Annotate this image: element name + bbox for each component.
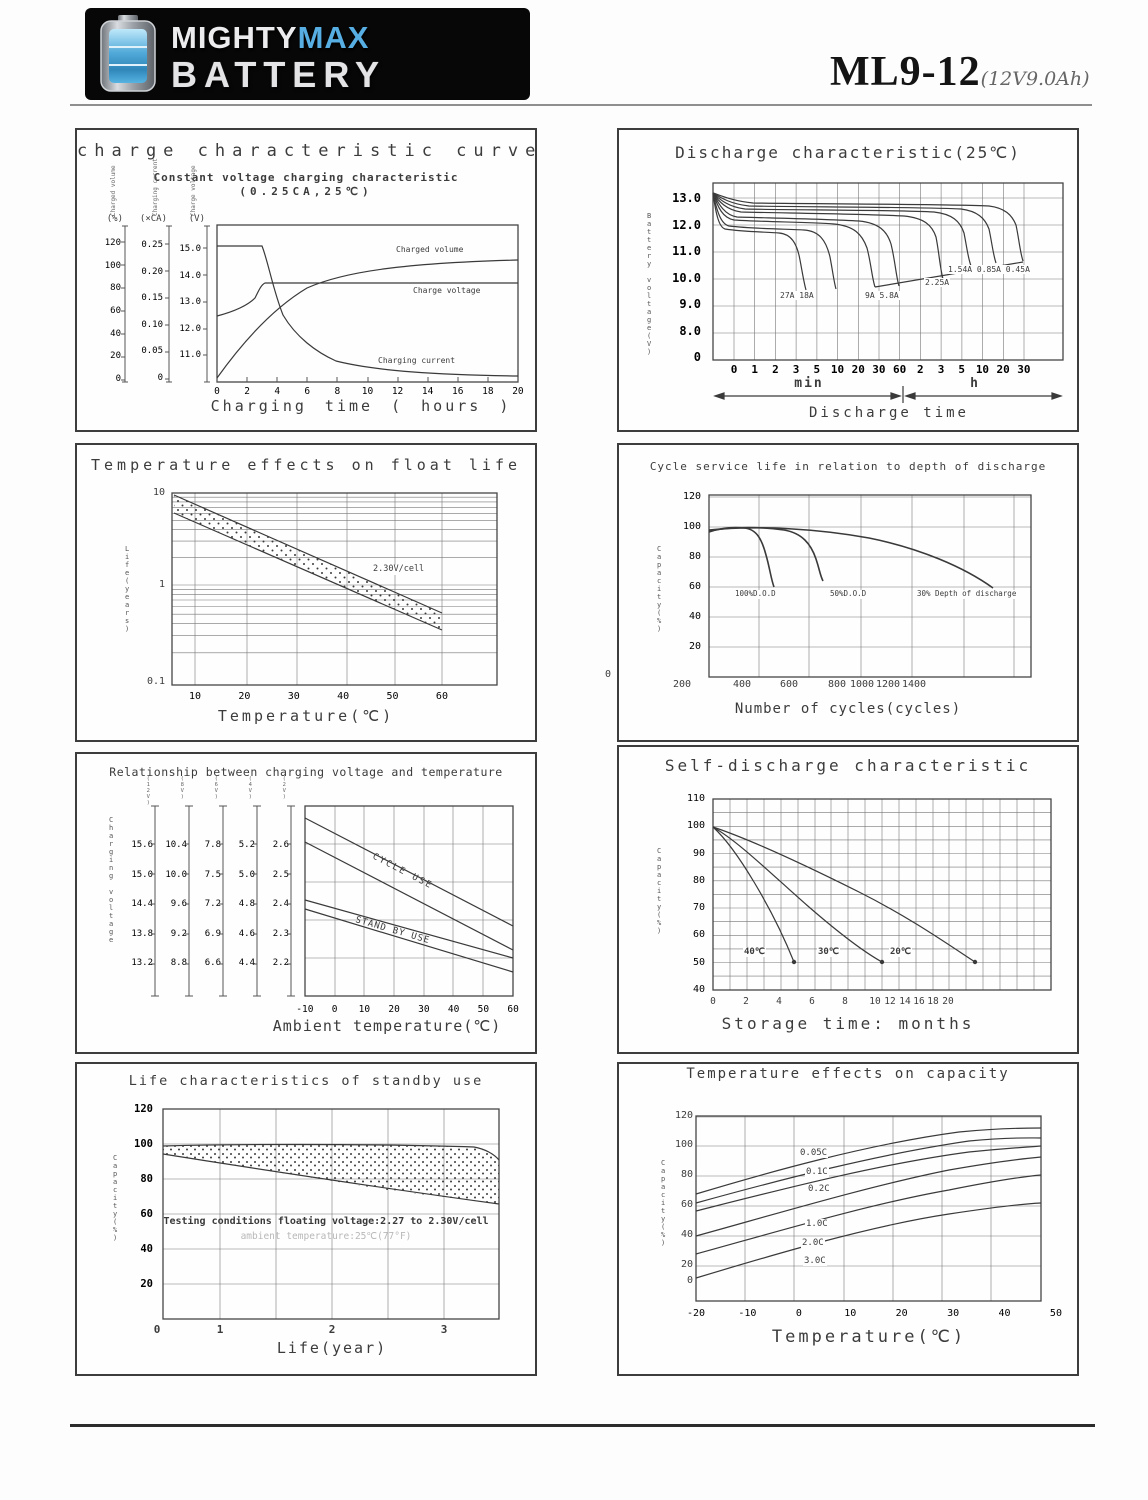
tick-label: 40 (447, 1004, 460, 1015)
tick-label: 2.4 (272, 899, 289, 909)
chart-panel-standby-life (75, 1062, 537, 1376)
tick-label: 30 (872, 363, 886, 376)
tick-label: 7.2 (204, 899, 221, 909)
tick-label: 0 (795, 1308, 802, 1319)
tick-label: 20 (388, 1004, 400, 1015)
tick-label: 6.6 (204, 958, 221, 968)
x-tick-4: 4 (776, 996, 782, 1007)
tick-label: 12 (391, 386, 404, 397)
tick-label: 50 (692, 956, 705, 968)
tick-label: 40 (337, 691, 350, 702)
tick-label: 100 (682, 521, 701, 532)
tick-label: 110 (686, 793, 705, 804)
curve-label-30dod: 30% Depth of discharge (917, 589, 1017, 598)
y-axis-label: Battery voltage(V) (645, 212, 654, 356)
battery-icon (97, 15, 159, 93)
y-axis-label: Capacity(%) (655, 847, 664, 935)
tick-label: 10 (844, 1308, 857, 1319)
curve-label-3.0c: 3.0C (804, 1256, 826, 1266)
tick-label: 0 (693, 350, 701, 364)
tick-label: 9.2 (170, 928, 187, 939)
tick-label: 14.4 (131, 899, 153, 909)
tick-label: 0.05 (141, 346, 163, 357)
y-axis-label: Capacity(%) (111, 1154, 120, 1242)
curve-2.0c (696, 1175, 1041, 1254)
chart-title: Temperature effects on float life (90, 456, 521, 474)
tick-label: 120 (682, 491, 701, 502)
tick-label: 15.0 (179, 244, 201, 254)
tick-label: 30 (418, 1004, 430, 1015)
tick-label: 13.2 (131, 958, 153, 968)
tick-label: 20 (851, 363, 865, 376)
x-axis-ticks (207, 386, 528, 397)
curve-label-27A-18A: 27A 18A (780, 291, 814, 300)
tick-label: 13.0 (672, 191, 701, 205)
curve-1.0c (696, 1157, 1041, 1236)
axis-name-12v: (12V) (145, 776, 152, 806)
tick-label: 50 (386, 691, 399, 702)
tick-label: 100 (686, 820, 705, 832)
model-spec: (12V9.0Ah) (980, 68, 1090, 90)
tick-label: 5.0 (238, 869, 255, 880)
curve-3.0c (696, 1203, 1041, 1278)
chart-title: Self-discharge characteristic (664, 756, 1032, 775)
tick-label: 0 (331, 1004, 338, 1015)
y-axis-label: Capacity(%) (655, 545, 664, 633)
gridlines (709, 495, 1031, 677)
x-tick-3: 3 (440, 1323, 448, 1336)
curve-label-2.25A: 2.25A (925, 278, 950, 287)
x-axis-ticks (681, 1308, 1071, 1319)
tick-label: 80 (692, 874, 705, 886)
curve-0.05c (696, 1128, 1041, 1194)
tick-label: 0 (157, 372, 163, 383)
curve-charging-current (217, 246, 518, 376)
tick-label: 18 (482, 386, 494, 397)
x-tick-6: 6 (809, 996, 815, 1007)
chart-panel-discharge-characteristic (617, 128, 1079, 432)
tick-label: 0 (115, 373, 121, 384)
brand-word-battery: BATTERY (171, 54, 386, 95)
tick-label: 15.0 (131, 869, 153, 880)
tick-label: 20 (996, 363, 1010, 376)
curve-label-0.05c: 0.05C (800, 1148, 828, 1158)
x-tick-0: 0 (710, 996, 716, 1007)
tick-label: 0.20 (141, 266, 163, 277)
axis-unit-ca: (×CA) (139, 214, 167, 224)
standby-life-band (163, 1144, 499, 1205)
tick-label: 0.15 (141, 293, 163, 304)
chart-title: charge characteristic curve (77, 141, 543, 161)
standby-band-upper (305, 900, 513, 958)
testing-conditions-note: Testing conditions floating voltage:2.27 to 2.30V/cell (163, 1216, 489, 1227)
tick-label: 120 (104, 238, 121, 248)
curve-label-40c: 40℃ (744, 947, 765, 957)
tick-label: 80 (110, 283, 121, 294)
axis-name-charge-voltage: Charge voltage (190, 165, 197, 216)
x-tick-12: 12 (884, 996, 896, 1007)
plot-border (217, 225, 518, 382)
x-unit-h: h (970, 376, 980, 391)
x-tick-200: 200 (672, 679, 692, 690)
x-axis-ticks (290, 1004, 528, 1015)
x-tick-18: 18 (927, 996, 939, 1007)
axis-name-charging-current: Charging current (152, 158, 159, 216)
chart-title: Discharge characteristic(25℃) (675, 143, 1021, 162)
tick-label: 40 (692, 983, 705, 995)
curve-label-charge-voltage: Charge voltage (413, 286, 481, 295)
y-tick-1: 1 (158, 579, 165, 590)
tick-label: 10.4 (165, 840, 187, 850)
y-tick-0.1: 0.1 (146, 676, 165, 687)
x-tick-1200: 1200 (875, 679, 901, 690)
tick-label: 80 (140, 1173, 153, 1185)
y-tick-120: 120 (674, 1110, 693, 1121)
tick-label: 1 (751, 363, 759, 376)
curve-label-0.2c: 0.2C (808, 1184, 830, 1194)
x-tick-2: 2 (743, 996, 749, 1007)
header-rule (70, 104, 1092, 106)
curve-label-20c: 20℃ (890, 947, 911, 957)
axis-brackets (151, 806, 295, 996)
x-axis-label: Temperature(℃) (217, 707, 395, 725)
tick-label: 8.0 (679, 323, 701, 338)
tick-label: 13.8 (131, 928, 153, 939)
tick-label: 7.5 (204, 869, 221, 880)
y-tick-60: 60 (680, 1199, 693, 1210)
tick-label: 40 (140, 1243, 153, 1255)
y-tick-100: 100 (674, 1139, 693, 1150)
curve-30pct-dod (709, 528, 993, 588)
curve-label-100dod: 100%D.O.D (735, 589, 776, 598)
x-tick-20: 20 (942, 996, 954, 1007)
tick-label: 2 (917, 363, 924, 376)
curve-label-0.1c: 0.1C (806, 1167, 828, 1177)
tick-label: 60 (893, 363, 907, 376)
tick-label: 90 (692, 847, 705, 859)
band-label-cycle-use: CYCLE USE (370, 851, 435, 892)
tick-label: 20 (238, 691, 251, 702)
x-tick-1: 1 (216, 1323, 224, 1336)
chart-title: Life characteristics of standby use (128, 1073, 484, 1089)
tick-label: 8 (334, 386, 341, 397)
curve-label-2.0c: 2.0C (802, 1238, 824, 1248)
tick-label: 100 (134, 1138, 153, 1150)
chart-panel-self-discharge (617, 745, 1079, 1054)
tick-label: 50 (477, 1004, 490, 1015)
x-tick-0: 0 (153, 1323, 161, 1336)
plot-border (709, 495, 1031, 677)
y-tick-20: 20 (680, 1259, 693, 1270)
band-upper-edge (174, 495, 442, 613)
chart-title: Relationship between charging voltage and temperature (109, 765, 503, 779)
y-axis-label: Charging voltage (107, 816, 116, 944)
x-axis-label: Life(year) (276, 1339, 388, 1357)
axis-name-8v: (8V) (179, 776, 186, 800)
tick-label: 120 (134, 1103, 153, 1115)
gridlines (163, 1109, 499, 1319)
chart-panel-cycle-life (604, 443, 1079, 742)
tick-label: 0 (730, 363, 738, 376)
y-axis-label: Life(years) (123, 545, 132, 633)
chart-title: Cycle service life in relation to depth of discharge (649, 460, 1047, 473)
tick-label: 0 (214, 386, 220, 397)
tick-label: 9.0 (679, 297, 701, 311)
axis-name-2v: (2V) (281, 776, 288, 800)
self-discharge-curves (713, 827, 977, 964)
footer-rule (70, 1424, 1095, 1427)
tick-label: 20 (688, 641, 701, 652)
tick-label: -20 (686, 1308, 706, 1319)
x-axis-ticks (183, 691, 454, 702)
brand-logo (85, 8, 530, 100)
x-axis-label: Storage time: months (721, 1014, 975, 1033)
tick-label: 16 (452, 386, 464, 397)
tick-label: 60 (110, 305, 121, 316)
tick-label: 11.0 (672, 244, 701, 258)
x-axis-label: Charging time ( hours ) (210, 397, 512, 415)
tick-label: 4.4 (238, 958, 255, 968)
x-tick-600: 600 (779, 679, 799, 690)
tick-label: 10 (975, 363, 990, 376)
curve-0.1c (696, 1138, 1041, 1203)
tick-label: 13.0 (179, 297, 201, 307)
curve-label-1.0c: 1.0C (806, 1219, 828, 1229)
tick-label: 10 (358, 1004, 371, 1015)
y-tick-0: 0 (686, 1275, 693, 1286)
tick-label: 4.6 (238, 928, 255, 939)
brand-word-mightymax (171, 20, 369, 56)
x-axis-ticks-marks (217, 377, 518, 382)
tick-label: 30 (947, 1308, 960, 1319)
tick-label: 4 (274, 386, 281, 397)
tick-label: 40 (688, 611, 701, 622)
curve-label-charged-volume: Charged volume (396, 245, 464, 254)
tick-label: 12.0 (179, 323, 201, 334)
tick-label: 2.3 (272, 928, 289, 939)
voltage-bands (305, 818, 513, 972)
tick-label: 15.6 (131, 840, 153, 850)
x-tick-400: 400 (732, 679, 752, 690)
tick-label: 60 (140, 1208, 153, 1220)
y-axis-label: Capacity(%) (659, 1159, 668, 1247)
tick-label: 10 (188, 691, 202, 702)
x-tick-zero-outlier: 0 (604, 669, 612, 680)
tick-label: 2 (772, 363, 779, 376)
tick-label: 100 (104, 260, 121, 271)
tick-label: 5 (958, 363, 966, 376)
tick-label: 3 (937, 363, 945, 376)
tick-label: 20 (512, 386, 524, 397)
axis-unit-percent: (%) (106, 214, 123, 224)
tick-label: 4.8 (238, 899, 255, 909)
curve-100pct-dod (709, 528, 774, 587)
x-tick-8: 8 (842, 996, 848, 1007)
brand-mighty: MIGHTY (171, 20, 298, 55)
x-axis-ticks (724, 363, 1034, 376)
curve-label-50dod: 50%D.O.D (830, 589, 867, 598)
axis-name-6v: (6V) (213, 776, 220, 800)
time-range-arrows (715, 386, 1061, 403)
tick-label: 0.25 (141, 240, 163, 250)
tick-label: -10 (296, 1004, 314, 1015)
x-tick-14: 14 (899, 996, 911, 1007)
chart-panel-temperature-capacity (617, 1062, 1079, 1376)
x-tick-10: 10 (869, 996, 881, 1007)
tick-label: 10 (830, 363, 845, 376)
band-label-standby-use: STAND BY USE (354, 915, 431, 947)
tick-label: 40 (998, 1308, 1011, 1319)
tick-label: 20 (110, 351, 121, 362)
tick-label: 10.0 (672, 270, 701, 285)
ambient-temperature-note: ambient temperature:25℃(77°F) (240, 1231, 412, 1242)
tick-label: 60 (688, 581, 701, 592)
tick-label: 3 (792, 363, 800, 376)
capacity-curves (696, 1128, 1041, 1278)
tick-label: 12.0 (672, 217, 701, 232)
tick-label: 2.6 (272, 840, 289, 850)
charge-chart-canvas (77, 130, 543, 430)
tick-label: 11.0 (179, 350, 201, 360)
chart-panel-charge-characteristic (75, 128, 543, 432)
tick-label: 14.0 (179, 270, 201, 281)
curve-label-low-rates: 1.54A 0.85A 0.45A (948, 265, 1030, 274)
tick-label: 80 (688, 551, 701, 562)
chart-condition: (0.25CA,25℃) (239, 185, 373, 198)
axis-name-4v: (4V) (247, 776, 254, 800)
tick-label: 2.5 (272, 869, 289, 880)
tick-label: 14 (421, 386, 434, 397)
discharge-curves (713, 193, 1023, 290)
curve-18A (713, 193, 836, 289)
tick-label: 2.2 (272, 958, 289, 968)
axis-brackets (121, 226, 210, 382)
tick-label: 30 (287, 691, 300, 702)
tick-label: 0.10 (141, 319, 163, 330)
tick-label: 6 (304, 386, 311, 397)
band-annotation: 2.30V/cell (373, 564, 425, 574)
model-number: ML9-12 (830, 49, 981, 95)
tick-label: 60 (507, 1004, 519, 1015)
chart-panel-charging-voltage-temperature (75, 752, 537, 1054)
tick-label: 10.0 (165, 869, 187, 880)
tick-label: 40 (110, 328, 121, 339)
x-tick-1000: 1000 (849, 679, 875, 690)
axis-name-charged-volume: Charged volume (110, 165, 117, 216)
x-tick-16: 16 (913, 996, 925, 1007)
brand-max: MAX (297, 20, 370, 55)
chart-subtitle: Constant voltage charging characteristic (153, 171, 459, 184)
tick-label: 20 (895, 1308, 908, 1319)
tick-label: 30 (1017, 363, 1031, 376)
tick-label: 60 (692, 929, 705, 941)
tick-label: 2 (244, 386, 250, 397)
float-life-band (174, 495, 442, 630)
tick-label: 20 (140, 1278, 153, 1290)
curve-charged-volume (217, 260, 518, 378)
chart-panel-float-life (75, 443, 537, 742)
x-axis-label: Discharge time (808, 405, 969, 421)
curve-label-9A-5.8A: 9A 5.8A (865, 291, 899, 300)
x-unit-min: min (794, 376, 824, 391)
tick-label: 10 (361, 386, 374, 397)
tick-label: 5.2 (238, 840, 255, 850)
y-tick-80: 80 (680, 1169, 693, 1180)
y-tick-10: 10 (152, 487, 165, 498)
tick-label: 70 (692, 902, 705, 914)
tick-label: 7.8 (204, 840, 221, 850)
curve-label-30c: 30℃ (818, 947, 839, 957)
tick-label: -10 (738, 1308, 757, 1319)
tick-label: 60 (435, 691, 448, 702)
x-tick-1400: 1400 (901, 679, 927, 690)
x-axis-label: Ambient temperature(℃) (272, 1017, 502, 1035)
curve-label-charging-current: Charging current (378, 356, 456, 365)
axis-unit-v: (V) (188, 214, 205, 224)
tick-label: 6.9 (204, 928, 221, 939)
x-tick-800: 800 (827, 679, 847, 690)
x-axis-label: Temperature(℃) (771, 1327, 967, 1347)
tick-label: 5 (813, 363, 821, 376)
tick-label: 50 (1049, 1308, 1062, 1319)
y-tick-40: 40 (680, 1229, 693, 1240)
model-header (830, 48, 1090, 96)
x-axis-label: Number of cycles(cycles) (734, 701, 962, 717)
chart-title: Temperature effects on capacity (686, 1066, 1010, 1082)
tick-label: 8.8 (170, 958, 187, 968)
tick-label: 9.6 (170, 899, 187, 909)
x-tick-2: 2 (328, 1323, 336, 1336)
